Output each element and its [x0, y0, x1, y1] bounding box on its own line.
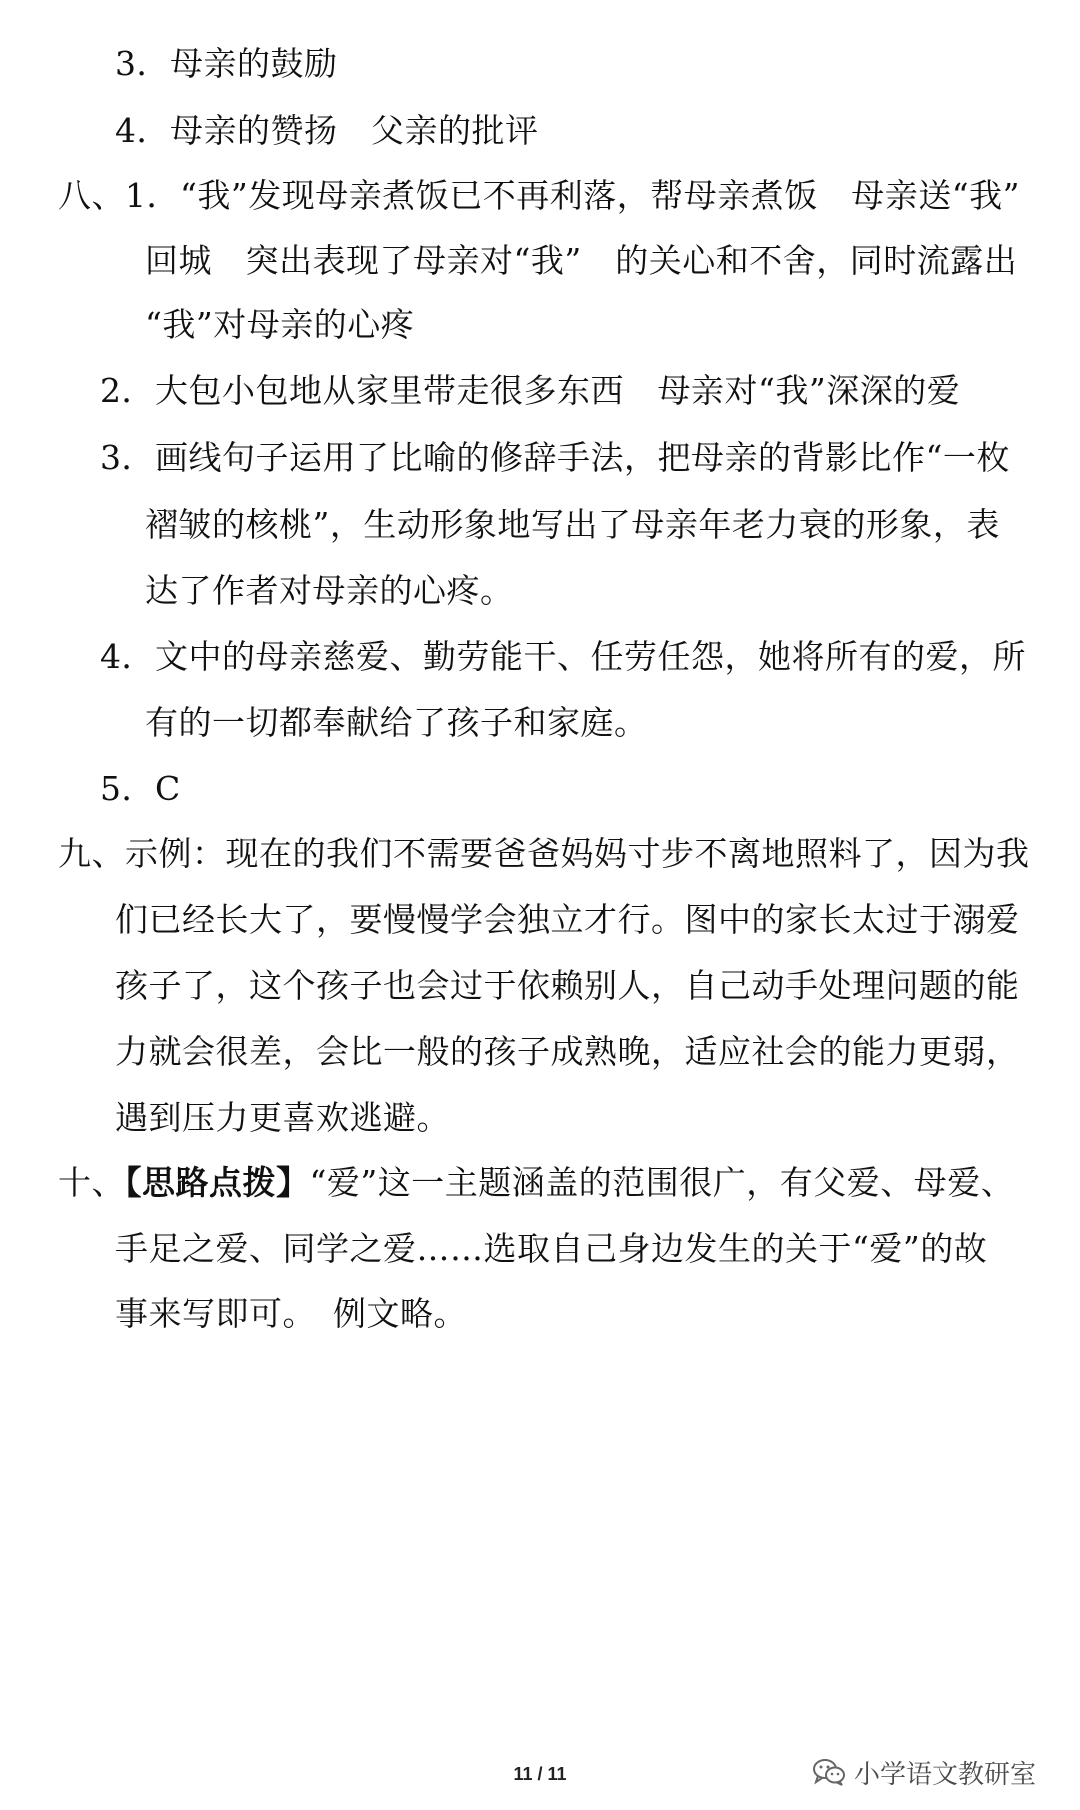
answer-line: 手足之爱、同学之爱……选取自己身边发生的关于“爱”的故 — [115, 1229, 988, 1268]
answer-line: 4．母亲的赞扬 父亲的批评 — [115, 111, 539, 150]
answer-line: 有的一切都奉献给了孩子和家庭。 — [145, 703, 648, 742]
watermark — [812, 1752, 1036, 1792]
watermark-text: 小学语文教研室 — [854, 1759, 1037, 1790]
answer-line: 孩子了，这个孩子也会过于依赖别人，自己动手处理问题的能 — [115, 966, 1020, 1005]
answer-line: 力就会很差，会比一般的孩子成熟晚，适应社会的能力更弱， — [115, 1032, 1020, 1071]
answer-line: 2．大包小包地从家里带走很多东西 母亲对“我”深深的爱 — [100, 371, 961, 410]
page-number: 11 / 11 — [513, 1764, 567, 1784]
hint-label: 【思路点拨】 — [125, 1163, 310, 1202]
answer-line: 回城 突出表现了母亲对“我” 的关心和不舍，同时流露出 — [145, 241, 1018, 280]
hint-text: “爱”这一主题涵盖的范围很广，有父爱、母爱、 — [309, 1163, 1015, 1202]
answer-line: 达了作者对母亲的心疼。 — [145, 571, 514, 610]
answer-line: 事来写即可。 例文略。 — [115, 1294, 467, 1333]
answer-line: 褶皱的核桃”，生动形象地写出了母亲年老力衰的形象，表 — [145, 505, 1000, 544]
section-prefix: 十、 — [58, 1163, 125, 1202]
answer-line: 5．C — [100, 769, 181, 808]
answer-line: “我”对母亲的心疼 — [145, 305, 415, 344]
answer-line: 八、1．“我”发现母亲煮饭已不再利落，帮母亲煮饭 母亲送“我” — [58, 176, 1020, 215]
answer-line: 3．画线句子运用了比喻的修辞手法，把母亲的背影比作“一枚 — [100, 438, 1010, 477]
answer-line — [58, 1163, 1014, 1203]
answer-line: 们已经长大了，要慢慢学会独立才行。图中的家长太过于溺爱 — [115, 900, 1020, 939]
answer-line: 3．母亲的鼓励 — [115, 44, 338, 83]
answer-line: 4．文中的母亲慈爱、勤劳能干、任劳任怨，她将所有的爱，所 — [100, 637, 1026, 676]
answer-line: 遇到压力更喜欢逃避。 — [115, 1098, 450, 1137]
wechat-icon — [812, 1757, 846, 1787]
answer-line: 九、示例：现在的我们不需要爸爸妈妈寸步不离地照料了，因为我 — [58, 834, 1030, 873]
